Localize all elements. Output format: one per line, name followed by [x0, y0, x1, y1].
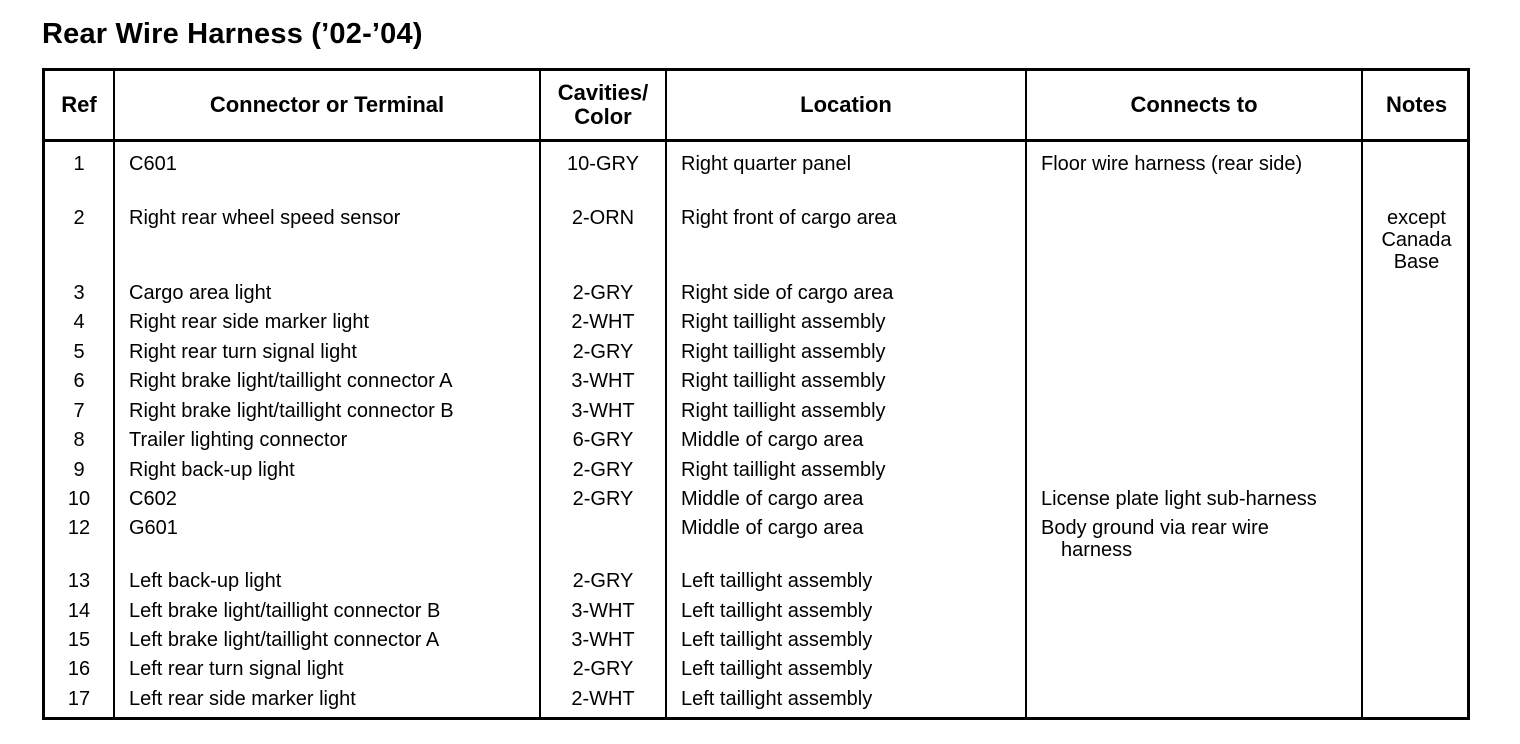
cell-location: Middle of cargo area [681, 517, 864, 539]
header-connects-to: Connects to [1130, 92, 1258, 117]
column-divider [665, 71, 667, 717]
cell-location: Left taillight assembly [681, 600, 873, 622]
cell-cavities: 3-WHT [571, 400, 635, 422]
column-divider [1025, 71, 1027, 717]
header-notes: Notes [1385, 92, 1448, 117]
cell-cavities: 6-GRY [572, 429, 634, 451]
header-cavities [541, 71, 665, 139]
cell-ref: 1 [73, 153, 85, 175]
cell-location: Right quarter panel [681, 153, 852, 175]
header-ref: Ref [61, 92, 97, 117]
cell-connector: Cargo area light [129, 282, 272, 304]
cell-connects-to [1041, 488, 1361, 510]
cell-cavities: 2-GRY [572, 282, 634, 304]
cell-ref: 16 [67, 658, 91, 680]
cell-cavities: 2-ORN [571, 207, 635, 229]
header-location: Location [800, 92, 892, 117]
cell-connector: G601 [129, 517, 178, 539]
cell-cavities: 10-GRY [567, 153, 639, 175]
cell-location: Right front of cargo area [681, 207, 897, 229]
cell-location: Left taillight assembly [681, 570, 873, 592]
cell-connects-to [1041, 517, 1361, 561]
cell-connector: Left rear side marker light [129, 688, 356, 710]
cell-cavities: 2-WHT [571, 688, 635, 710]
cell-ref: 12 [67, 517, 91, 539]
cell-cavities: 3-WHT [571, 600, 635, 622]
cell-location: Right taillight assembly [681, 459, 886, 481]
column-divider [1361, 71, 1363, 717]
cell-connector: Right brake light/taillight connector A [129, 370, 453, 392]
connects-to-line1: Body ground via rear wire [1041, 517, 1269, 539]
cell-ref: 17 [67, 688, 91, 710]
cell-location: Left taillight assembly [681, 658, 873, 680]
cell-cavities: 2-GRY [572, 658, 634, 680]
connects-to-line1: Floor wire harness (rear side) [1041, 153, 1303, 175]
cell-cavities: 2-WHT [571, 311, 635, 333]
cell-ref: 5 [73, 341, 85, 363]
cell-connector: Right back-up light [129, 459, 295, 481]
cell-ref: 7 [73, 400, 85, 422]
cell-ref: 15 [67, 629, 91, 651]
cell-ref: 14 [67, 600, 91, 622]
cell-connects-to [1041, 153, 1361, 175]
cell-location: Left taillight assembly [681, 629, 873, 651]
cell-connector: Right brake light/taillight connector B [129, 400, 454, 422]
cell-cavities: 2-GRY [572, 341, 634, 363]
cell-ref: 6 [73, 370, 85, 392]
cell-location: Right taillight assembly [681, 341, 886, 363]
header-cavities-line1: Cavities/ [557, 80, 649, 105]
cell-location: Middle of cargo area [681, 429, 864, 451]
cell-location: Middle of cargo area [681, 488, 864, 510]
cell-connector: Left back-up light [129, 570, 282, 592]
cell-location: Right taillight assembly [681, 311, 886, 333]
cell-location: Right side of cargo area [681, 282, 894, 304]
cell-location: Right taillight assembly [681, 400, 886, 422]
cell-location: Left taillight assembly [681, 688, 873, 710]
cell-connector: C601 [129, 153, 177, 175]
cell-connector: Right rear turn signal light [129, 341, 357, 363]
page-title: Rear Wire Harness (’02-’04) [42, 18, 423, 50]
cell-connector: Trailer lighting connector [129, 429, 348, 451]
cell-cavities: 2-GRY [572, 488, 634, 510]
cell-connector: Right rear wheel speed sensor [129, 207, 401, 229]
connects-to-line1: License plate light sub-harness [1041, 488, 1317, 510]
cell-ref: 10 [67, 488, 91, 510]
cell-connector: Left rear turn signal light [129, 658, 344, 680]
cell-ref: 2 [73, 207, 85, 229]
cell-notes: except Canada Base [1381, 207, 1452, 273]
cell-ref: 13 [67, 570, 91, 592]
cell-cavities: 3-WHT [571, 629, 635, 651]
cell-ref: 4 [73, 311, 85, 333]
header-connector: Connector or Terminal [209, 92, 445, 117]
cell-connector: Left brake light/taillight connector B [129, 600, 441, 622]
cell-ref: 3 [73, 282, 85, 304]
cell-ref: 9 [73, 459, 85, 481]
cell-cavities: 3-WHT [571, 370, 635, 392]
header-divider [45, 139, 1467, 142]
cell-cavities: 2-GRY [572, 459, 634, 481]
cell-connector: Right rear side marker light [129, 311, 370, 333]
cell-ref: 8 [73, 429, 85, 451]
column-divider [113, 71, 115, 717]
cell-connector: C602 [129, 488, 177, 510]
cell-connector: Left brake light/taillight connector A [129, 629, 440, 651]
connects-to-line2: harness [1061, 539, 1133, 561]
header-cavities-line2: Color [574, 104, 632, 129]
cell-cavities: 2-GRY [572, 570, 634, 592]
cell-location: Right taillight assembly [681, 370, 886, 392]
harness-table [42, 68, 1470, 720]
